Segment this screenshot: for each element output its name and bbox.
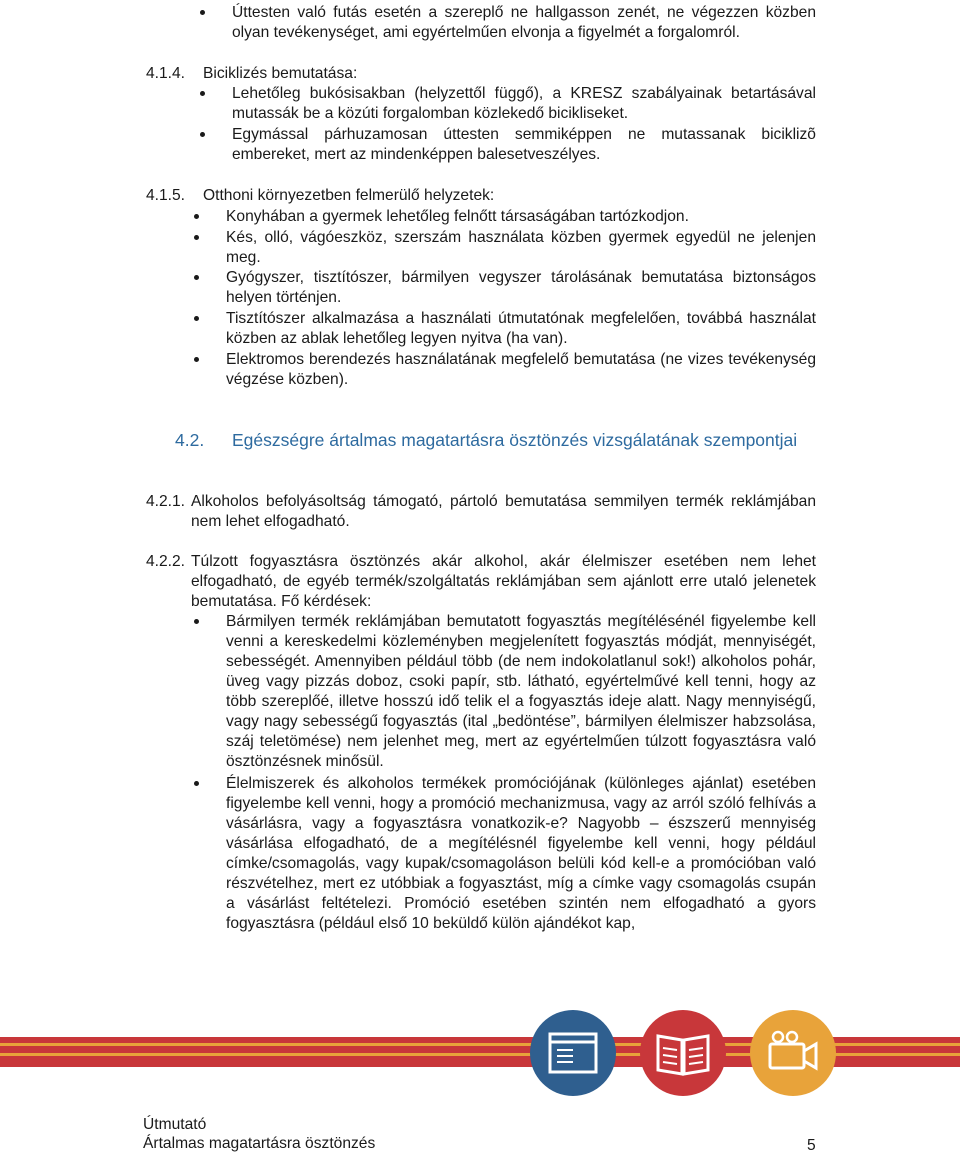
section-heading-4-1-4: 4.1.4. Biciklizés bemutatása:: [146, 65, 358, 82]
bullet-icon: [200, 132, 205, 137]
paragraph-4-2-1: 4.2.1. Alkoholos befolyásoltság támogató, pártoló bemutatása semmilyen termék reklámjában nem lehet elfogadható.: [146, 493, 816, 530]
section-heading-4-1-5: 4.1.5. Otthoni környezetben felmerülő helyzetek:: [146, 187, 495, 204]
footer-subtitle: Ártalmas magatartásra ösztönzés: [143, 1135, 376, 1152]
list-item: Konyhában a gyermek lehetőleg felnőtt társaságában tartózkodjon.: [146, 207, 816, 227]
paragraph-4-2-2: 4.2.2. Túlzott fogyasztásra ösztönzés akár alkohol, akár élelmiszer esetében nem lehet elfogadható, de egyéb termék/szolgáltatás reklámjában sem ajánlott erre utaló jelenetek bemutatása. Fő kérdések:: [146, 553, 816, 610]
footer-title: Útmutató: [143, 1116, 207, 1133]
bullet-icon: [200, 10, 205, 15]
bullet-icon: [194, 235, 199, 240]
list-item: Elektromos berendezés használatának megfelelő bemutatása (ne vizes tevékenység végzése közben).: [146, 350, 816, 390]
page-number: 5: [807, 1137, 816, 1154]
bullet-icon: [194, 781, 199, 786]
bullet-icon: [194, 619, 199, 624]
list-item: Lehetőleg bukósisakban (helyzettől függő), a KRESZ szabályainak betartásával mutassák be a közúti forgalomban közlekedő bicikliseket.: [146, 84, 816, 124]
list-item: Bármilyen termék reklámjában bemutatott fogyasztás megítélésénél figyelembe kell venni a kereskedelmi közleményben megjelenített fogyasztás módját, mennyiségét, sebességét. Amennyiben például több (de nem indokolatlanul sok!) alkoholos pohár, üveg vagy pizzás doboz, csoki papír, stb. látható, egyértelművé kell tenni, hogy az több szereplőé, illetve hosszú idő telik el a fogyasztás ideje alatt. Nagy mennyiségű, vagy nagy sebességű fogyasztás (ital „bedöntése”, bármilyen élelmiszer habzsolása, száj teletömése) nem jelenhet meg, mert az egyértelműen túlzott fogyasztásra való ösztönzésnek minősül.: [146, 612, 816, 772]
bullet-icon: [200, 91, 205, 96]
bullet-icon: [194, 214, 199, 219]
list-item: Egymással párhuzamosan úttesten semmiképpen ne mutassanak biciklizõ embereket, mert az mindenképpen balesetveszélyes.: [146, 125, 816, 165]
open-book-icon: [638, 1008, 728, 1098]
bullet-icon: [194, 275, 199, 280]
bullet-icon: [194, 316, 199, 321]
list-item: Gyógyszer, tisztítószer, bármilyen vegyszer tárolásának bemutatása biztonságos helyen történjen.: [146, 268, 816, 308]
bullet-icon: [194, 357, 199, 362]
footer-text: [143, 1115, 375, 1153]
list-item: Kés, olló, vágóeszköz, szerszám használata közben gyermek egyedül ne jelenjen meg.: [146, 228, 816, 268]
video-camera-icon: [748, 1008, 838, 1098]
list-item: Élelmiszerek és alkoholos termékek promóciójának (különleges ajánlat) esetében figyelembe kell venni, hogy a promóció mechanizmusa, vagy az arról szóló felhívás a vásárlásra, vagy a fogyasztásra vonatkozik-e? Nagyobb – észszerű mennyiség vásárlása elfogadható, de a megítélésnél figyelembe kell venni, hogy például címke/csomagolás, vagy kupak/csomagoláson belüli kód kell-e a promócióban való részvételhez, mert ez utóbbiak a fogyasztást, míg a címke vagy csomagolás csupán a vásárlást feltételezi. Promóció esetében szintén nem elfogadható a gyors fogyasztásra (például első 10 beküldő külön ajándékot kap,: [146, 774, 816, 934]
browser-window-icon: [528, 1008, 618, 1098]
list-item: Tisztítószer alkalmazása a használati útmutatónak megfelelően, továbbá használat közben az ablak lehetőleg legyen nyitva (ha van).: [146, 309, 816, 349]
section-heading-4-2: 4.2. Egészségre ártalmas magatartásra ösztönzés vizsgálatának szempontjai: [175, 430, 798, 450]
list-item: Úttesten való futás esetén a szereplő ne hallgasson zenét, ne végezzen közben olyan tevékenységet, ami egyértelműen elvonja a figyelmét a forgalomról.: [146, 3, 816, 43]
